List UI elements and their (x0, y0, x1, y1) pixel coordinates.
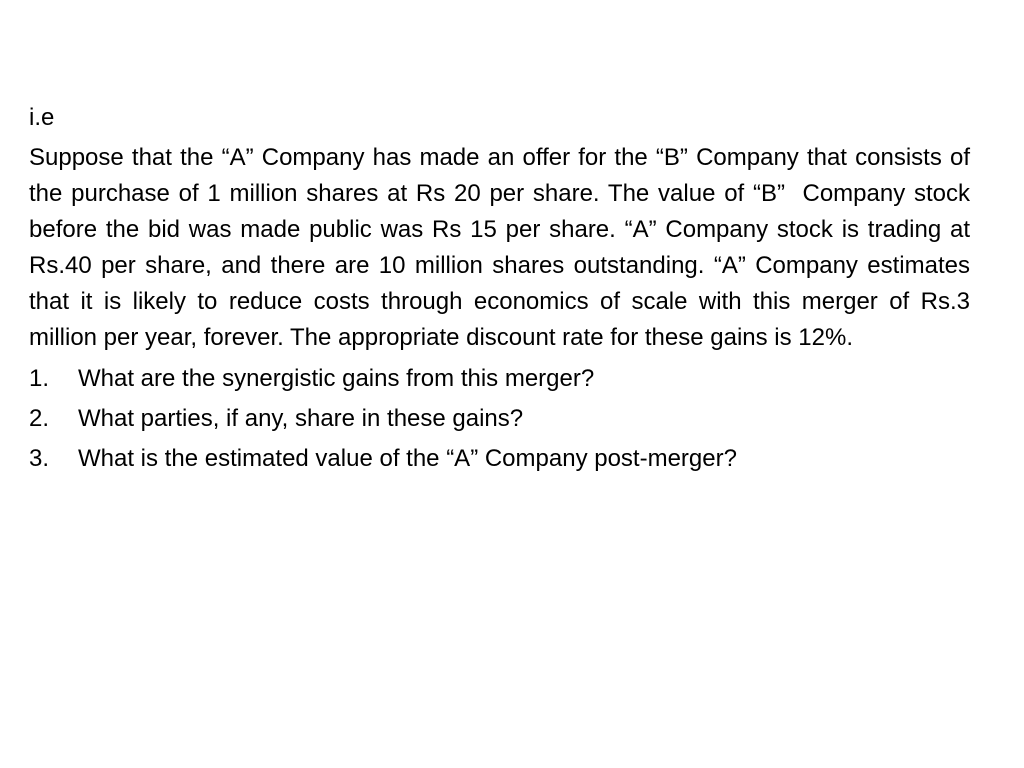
question-text: What parties, if any, share in these gains? (78, 405, 524, 432)
question-item-3 (29, 441, 970, 477)
question-text: What are the synergistic gains from this merger? (78, 365, 595, 392)
question-number: 3. (29, 445, 50, 472)
slide-content (29, 100, 977, 481)
question-number: 2. (29, 405, 50, 432)
question-text: What is the estimated value of the “A” Company post-merger? (78, 445, 737, 472)
question-number: 1. (29, 365, 50, 392)
question-item-2 (29, 401, 970, 437)
question-list (29, 361, 970, 477)
problem-paragraph: Suppose that the “A” Company has made an offer for the “B” Company that consists of the purchase of 1 million shares at Rs 20 per share. The value of “B” Company stock before the bid was made public was Rs 15 per share. “A” Company stock is trading at Rs.40 per share, and there are 10 million shares outstanding. “A” Company estimates that it is likely to reduce costs through economics of scale with this merger of Rs.3 million per year, forever. The appropriate discount rate for these gains is 12%. (29, 144, 977, 351)
question-item-1 (29, 361, 970, 397)
intro-label: i.e (29, 104, 55, 131)
